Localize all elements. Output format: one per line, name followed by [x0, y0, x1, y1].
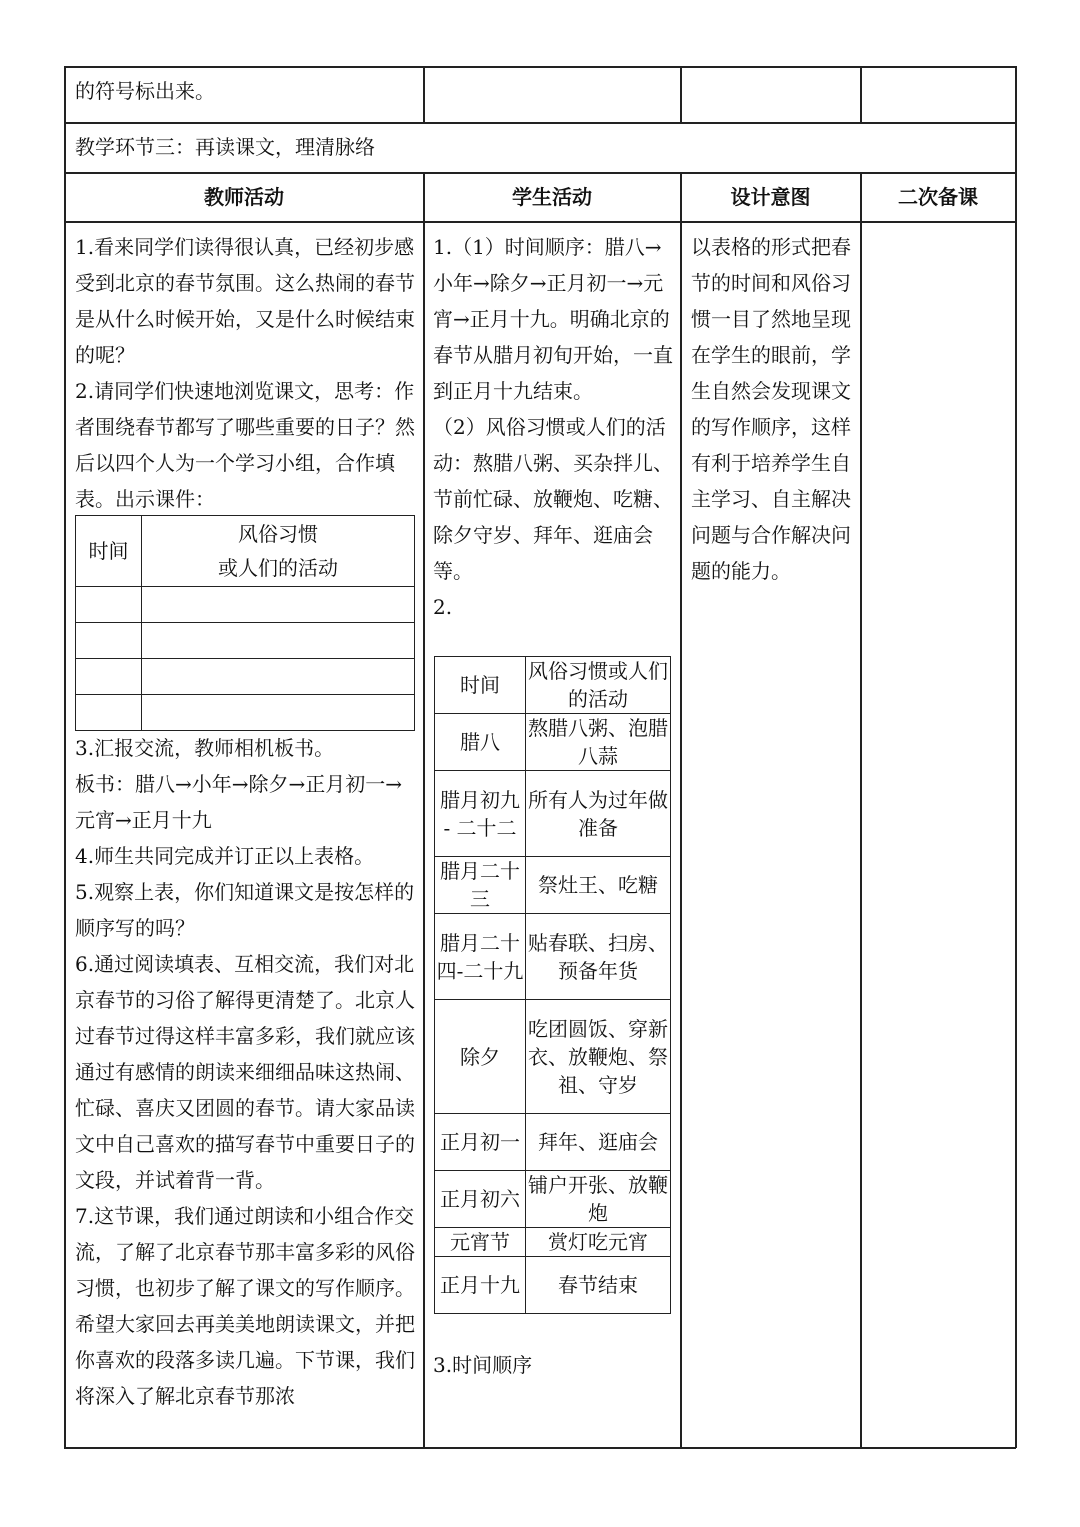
blank-table-custom-header	[142, 516, 415, 587]
table-row	[76, 587, 415, 623]
teacher-paragraph: 板书：腊八→小年→除夕→正月初一→元宵→正月十九	[75, 772, 403, 832]
teacher-activity-bottom	[75, 730, 415, 1414]
grid-line-col1	[423, 172, 425, 1448]
design-intent-text	[691, 229, 853, 589]
student-paragraph: 1.（1）时间顺序：腊八→小年→除夕→正月初一→元宵→正月十九。明确北京的春节从腊月初旬开始，一直到正月十九结束。	[433, 235, 673, 403]
table-row	[435, 1228, 671, 1257]
table-row	[76, 623, 415, 659]
blank-table-time-header: 时间	[76, 516, 142, 587]
table-cell-time: 除夕	[435, 1000, 526, 1114]
grid-line-row1-bottom	[64, 122, 1016, 124]
teacher-paragraph: 3.汇报交流，教师相机板书。	[75, 736, 335, 760]
table-row	[435, 857, 671, 914]
blank-cell	[76, 623, 142, 659]
blank-cell	[76, 695, 142, 731]
grid-line-col1	[423, 66, 425, 123]
column-header-custom: 风俗习惯或人们的活动	[526, 657, 671, 714]
table-cell-time: 正月初一	[435, 1114, 526, 1171]
table-header-row	[435, 657, 671, 714]
header-student-activity: 学生活动	[512, 185, 592, 209]
grid-line-col2	[680, 172, 682, 1448]
table-cell-time: 腊月初九 - 二十二	[435, 771, 526, 857]
blank-table-custom-line2: 或人们的活动	[218, 556, 338, 580]
header-teacher-activity: 教师活动	[204, 185, 284, 209]
student-paragraph: 3.时间顺序	[433, 1353, 533, 1377]
table-cell-custom: 贴春联、扫房、预备年货	[526, 914, 671, 1000]
table-cell-time: 腊月二十四-二十九	[435, 914, 526, 1000]
table-cell-custom: 铺户开张、放鞭炮	[526, 1171, 671, 1228]
header-design-intent: 设计意图	[730, 185, 811, 209]
table-row	[435, 1114, 671, 1171]
blank-cell	[76, 587, 142, 623]
table-cell-custom: 拜年、逛庙会	[526, 1114, 671, 1171]
table-cell-custom: 春节结束	[526, 1257, 671, 1314]
table-row	[76, 659, 415, 695]
table-cell-time: 元宵节	[435, 1228, 526, 1257]
grid-line-header-bottom	[64, 221, 1016, 223]
top-row-teacher-text: 的符号标出来。	[75, 79, 215, 103]
blank-table-custom-line1: 风俗习惯	[238, 522, 318, 546]
column-header-time: 时间	[435, 657, 526, 714]
teacher-paragraph: 1.看来同学们读得很认真，已经初步感受到北京的春节氛围。这么热闹的春节是从什么时候开始，又是什么时候结束的呢？	[75, 235, 415, 367]
header-second-prep: 二次备课	[898, 185, 978, 209]
festival-schedule-table	[434, 656, 671, 1314]
teacher-paragraph: 7.这节课，我们通过朗读和小组合作交流，了解了北京春节那丰富多彩的风俗习惯，也初步了解了课文的写作顺序。希望大家回去再美美地朗读课文，并把你喜欢的段落多读几遍。下节课，我们将深入了解北京春节那浓	[75, 1204, 415, 1408]
blank-fill-table	[75, 515, 415, 731]
grid-line-top	[64, 66, 1016, 68]
table-cell-time: 正月初六	[435, 1171, 526, 1228]
grid-line-col2	[680, 66, 682, 123]
grid-line-col3	[860, 66, 862, 123]
intent-paragraph: 以表格的形式把春节的时间和风俗习惯一目了然地呈现在学生的眼前，学生自然会发现课文的写作顺序，这样有利于培养学生自主学习、自主解决问题与合作解决问题的能力。	[691, 235, 851, 583]
student-activity-top	[433, 229, 673, 625]
table-row	[435, 1171, 671, 1228]
table-cell-time: 正月十九	[435, 1257, 526, 1314]
teacher-paragraph: 2.请同学们快速地浏览课文，思考：作者围绕春节都写了哪些重要的日子？然后以四个人为一个学习小组，合作填表。出示课件：	[75, 379, 415, 511]
table-row	[76, 695, 415, 731]
teacher-paragraph: 5.观察上表，你们知道课文是按怎样的顺序写的吗？	[75, 880, 415, 940]
teacher-paragraph: 6.通过阅读填表、互相交流，我们对北京春节的习俗了解得更清楚了。北京人过春节过得这样丰富多彩，我们就应该通过有感情的朗读来细细品味这热闹、忙碌、喜庆又团圆的春节。请大家品读文中自己喜欢的描写春节中重要日子的文段，并试着背一背。	[75, 952, 415, 1192]
table-cell-time: 腊月二十三	[435, 857, 526, 914]
teacher-activity-top	[75, 229, 415, 517]
grid-line-col3	[860, 172, 862, 1448]
table-cell-custom: 赏灯吃元宵	[526, 1228, 671, 1257]
grid-line-left	[64, 66, 66, 1448]
teacher-paragraph: 4.师生共同完成并订正以上表格。	[75, 844, 375, 868]
student-paragraph: 2.	[433, 595, 453, 619]
blank-cell	[142, 623, 415, 659]
table-cell-custom: 熬腊八粥、泡腊八蒜	[526, 714, 671, 771]
table-cell-custom: 所有人为过年做准备	[526, 771, 671, 857]
table-row	[435, 914, 671, 1000]
blank-cell	[142, 587, 415, 623]
table-row	[435, 1000, 671, 1114]
table-row	[435, 1257, 671, 1314]
table-cell-custom: 吃团圆饭、穿新衣、放鞭炮、祭祖、守岁	[526, 1000, 671, 1114]
blank-cell	[142, 695, 415, 731]
table-cell-custom: 祭灶王、吃糖	[526, 857, 671, 914]
table-row	[435, 771, 671, 857]
student-paragraph: （2）风俗习惯或人们的活动：熬腊八粥、买杂拌儿、节前忙碌、放鞭炮、吃糖、除夕守岁、拜年、逛庙会等。	[433, 415, 673, 583]
table-cell-time: 腊八	[435, 714, 526, 771]
section-title: 教学环节三：再读课文，理清脉络	[75, 135, 375, 159]
grid-line-right	[1015, 66, 1017, 1448]
blank-cell	[76, 659, 142, 695]
grid-line-bottom	[64, 1447, 1016, 1449]
table-row	[435, 714, 671, 771]
grid-line-section-bottom	[64, 172, 1016, 174]
blank-cell	[142, 659, 415, 695]
